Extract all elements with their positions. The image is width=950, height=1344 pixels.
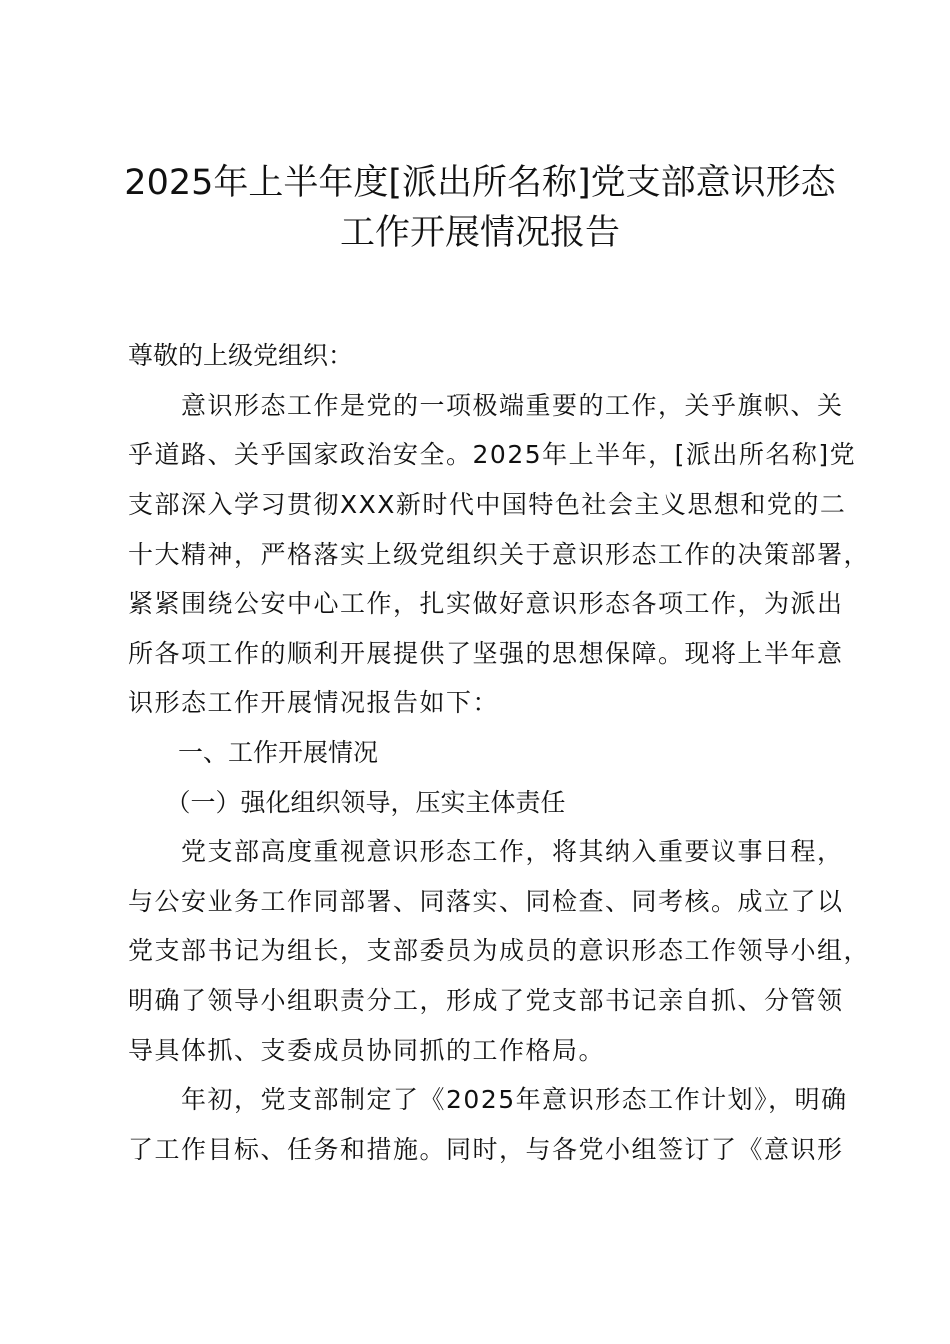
body-line: 所各项工作的顺利开展提供了坚强的思想保障。现将上半年意 xyxy=(128,639,844,668)
body-line: 党支部高度重视意识形态工作，将其纳入重要议事日程， xyxy=(128,837,844,866)
body-line: 与公安业务工作同部署、同落实、同检查、同考核。成立了以 xyxy=(128,887,844,916)
body-line: 了工作目标、任务和措施。同时，与各党小组签订了《意识形 xyxy=(128,1135,844,1164)
body-line: 识形态工作开展情况报告如下： xyxy=(128,688,500,717)
body-line: 紧紧围绕公安中心工作，扎实做好意识形态各项工作，为派出 xyxy=(128,589,844,618)
body-line: 明确了领导小组职责分工，形成了党支部书记亲自抓、分管领 xyxy=(128,986,844,1015)
body-line: 导具体抓、支委成员协同抓的工作格局。 xyxy=(128,1036,606,1065)
body-line: 十大精神，严格落实上级党组织关于意识形态工作的决策部署， xyxy=(128,540,871,569)
body-line: 年初，党支部制定了《2025年意识形态工作计划》，明确 xyxy=(128,1085,848,1114)
document-title-line-2: 工作开展情况报告 xyxy=(339,213,620,253)
body-line: 支部深入学习贯彻XXX新时代中国特色社会主义思想和党的二 xyxy=(128,490,847,519)
subsection-heading: （一）强化组织领导，压实主体责任 xyxy=(128,788,566,817)
body-line: 乎道路、关乎国家政治安全。2025年上半年，[派出所名称]党 xyxy=(128,440,857,469)
document-title-line-1: 2025年上半年度[派出所名称]党支部意识形态 xyxy=(124,163,836,203)
body-line: 意识形态工作是党的一项极端重要的工作，关乎旗帜、关 xyxy=(128,391,844,420)
section-heading: 一、工作开展情况 xyxy=(128,738,379,767)
salutation: 尊敬的上级党组织： xyxy=(128,341,354,370)
body-line: 党支部书记为组长，支部委员为成员的意识形态工作领导小组， xyxy=(128,936,871,965)
